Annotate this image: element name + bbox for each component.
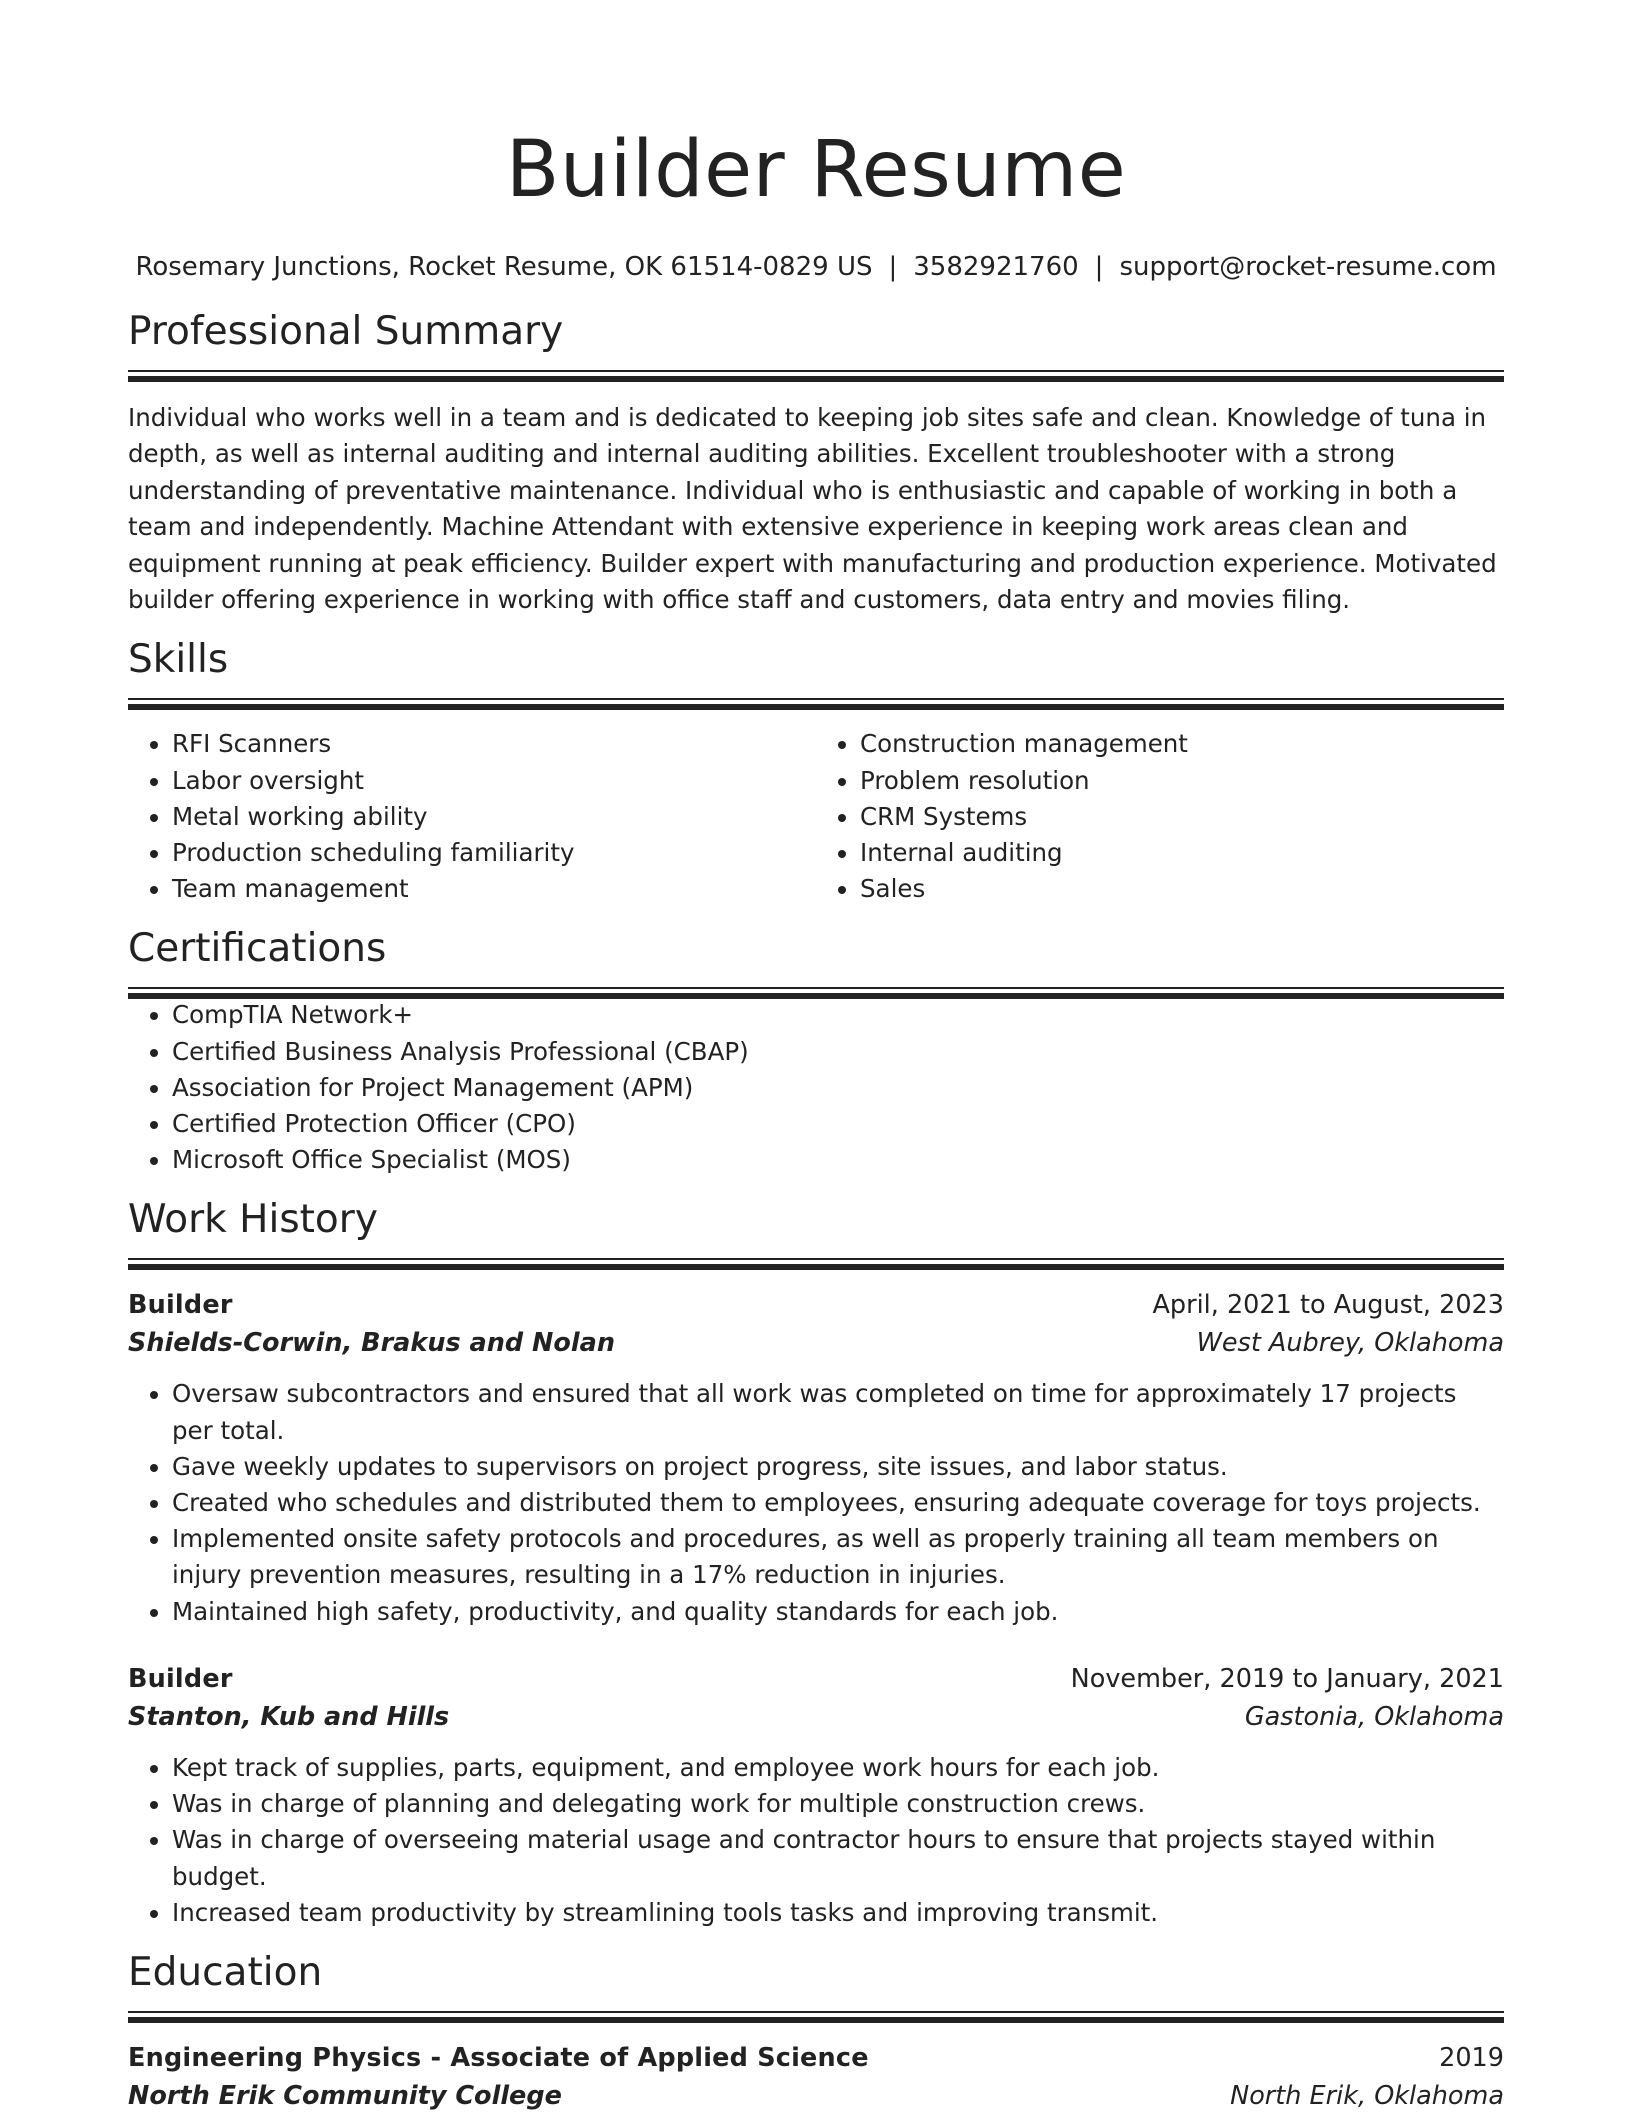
resume-name: Builder Resume	[505, 125, 1127, 215]
job-duties	[128, 1750, 1504, 1931]
skill-item: • Metal working ability	[172, 799, 816, 835]
section-divider	[128, 370, 1504, 380]
certification-item: • Certified Business Analysis Professional (CBAP)	[172, 1034, 1504, 1070]
summary-text: Individual who works well in a team and is dedicated to keeping job sites safe and clean. Knowledge of tuna in depth, as well as internal auditing and internal auditing abilities. Excellent troubleshooter with a strong understanding of preventative maintenance. Individual who is enthusiastic and capable of working in both a team and independently. Machine Attendant with extensive experience in keeping work areas clean and equipment running at peak efficiency. Builder expert with manufacturing and production experience. Motivated builder offering experience in working with office staff and customers, data entry and movies filing.	[128, 403, 1497, 615]
job-title: Builder	[128, 1290, 233, 1321]
skill-item: • Sales	[860, 871, 1504, 907]
section-work-history	[128, 1194, 1504, 1930]
section-skills	[128, 634, 1504, 907]
education-degree: Engineering Physics - Associate of Applied Science	[128, 2042, 869, 2073]
skill-item: • Team management	[172, 871, 816, 907]
job-duty-item: • Kept track of supplies, parts, equipment, and employee work hours for each job.	[172, 1750, 1504, 1786]
contact-email[interactable]: support@rocket-resume.com	[1119, 252, 1497, 282]
section-summary	[128, 306, 1504, 618]
job-duty-item: • Maintained high safety, productivity, and quality standards for each job.	[172, 1594, 1504, 1630]
job-duty-item: • Oversaw subcontractors and ensured that all work was completed on time for approximately 17 projects per total.	[172, 1376, 1504, 1448]
education-year: 2019	[1439, 2042, 1504, 2073]
contact-phone: 3582921760	[913, 252, 1079, 282]
contact-address: Rosemary Junctions, Rocket Resume, OK 61514-0829 US	[135, 252, 873, 282]
job-company: Stanton, Kub and Hills	[128, 1701, 450, 1732]
skill-item: • Construction management	[860, 726, 1504, 762]
job-duty-item: • Gave weekly updates to supervisors on project progress, site issues, and labor status.	[172, 1449, 1504, 1485]
skill-item: • Labor oversight	[172, 763, 816, 799]
skill-item: • Production scheduling familiarity	[172, 835, 816, 871]
section-certifications	[128, 923, 1504, 1178]
job-dates: April, 2021 to August, 2023	[1152, 1290, 1504, 1321]
skill-item: • Internal auditing	[860, 835, 1504, 871]
job-entry	[128, 1286, 1504, 1629]
skills-column-right	[816, 726, 1504, 907]
job-subheader	[128, 1698, 1504, 1736]
skills-column-left	[128, 726, 816, 907]
section-title-summary: Professional Summary	[128, 309, 564, 354]
certifications-list	[128, 997, 1504, 1178]
section-divider	[128, 698, 1504, 708]
education-school: North Erik Community College	[128, 2080, 562, 2111]
job-header	[128, 1286, 1504, 1324]
certification-item: • CompTIA Network+	[172, 997, 1504, 1033]
job-duty-item: • Was in charge of planning and delegating work for multiple construction crews.	[172, 1786, 1504, 1822]
section-title-skills: Skills	[128, 637, 229, 683]
skills-grid	[128, 726, 1504, 907]
section-title-work-history: Work History	[128, 1197, 378, 1243]
certification-item: • Certified Protection Officer (CPO)	[172, 1106, 1504, 1142]
education-header	[128, 2039, 1504, 2077]
job-duty-item: • Created who schedules and distributed them to employees, ensuring adequate coverage for toys projects.	[172, 1485, 1504, 1521]
section-divider	[128, 1258, 1504, 1268]
section-title-education: Education	[128, 1949, 323, 1995]
certification-item: • Microsoft Office Specialist (MOS)	[172, 1142, 1504, 1178]
section-education	[128, 1947, 1504, 2115]
job-duty-item: • Was in charge of overseeing material usage and contractor hours to ensure that projects stayed within budget.	[172, 1822, 1504, 1894]
job-location: West Aubrey, Oklahoma	[1196, 1328, 1504, 1359]
skill-item: • Problem resolution	[860, 763, 1504, 799]
job-company: Shields-Corwin, Brakus and Nolan	[128, 1328, 615, 1359]
job-duty-item: • Implemented onsite safety protocols and procedures, as well as properly training all team members on injury prevention measures, resulting in a 17% reduction in injuries.	[172, 1521, 1504, 1593]
job-title: Builder	[128, 1663, 233, 1694]
job-duty-item: • Increased team productivity by streamlining tools tasks and improving transmit.	[172, 1895, 1504, 1931]
education-subheader	[128, 2077, 1504, 2115]
skill-item: • CRM Systems	[860, 799, 1504, 835]
contact-separator: |	[888, 252, 898, 282]
job-header	[128, 1660, 1504, 1698]
job-location: Gastonia, Oklahoma	[1244, 1701, 1504, 1732]
section-divider	[128, 987, 1504, 997]
skill-item: • RFI Scanners	[172, 726, 816, 762]
education-entry	[128, 2039, 1504, 2115]
job-subheader	[128, 1324, 1504, 1362]
section-divider	[128, 2011, 1504, 2021]
education-location: North Erik, Oklahoma	[1230, 2080, 1504, 2111]
job-dates: November, 2019 to January, 2021	[1070, 1663, 1504, 1694]
job-duties	[128, 1376, 1504, 1629]
contact-separator: |	[1094, 252, 1104, 282]
certification-item: • Association for Project Management (APM)	[172, 1070, 1504, 1106]
contact-line	[128, 250, 1504, 284]
job-entry	[128, 1660, 1504, 1931]
section-title-certifications: Certifications	[128, 926, 387, 972]
